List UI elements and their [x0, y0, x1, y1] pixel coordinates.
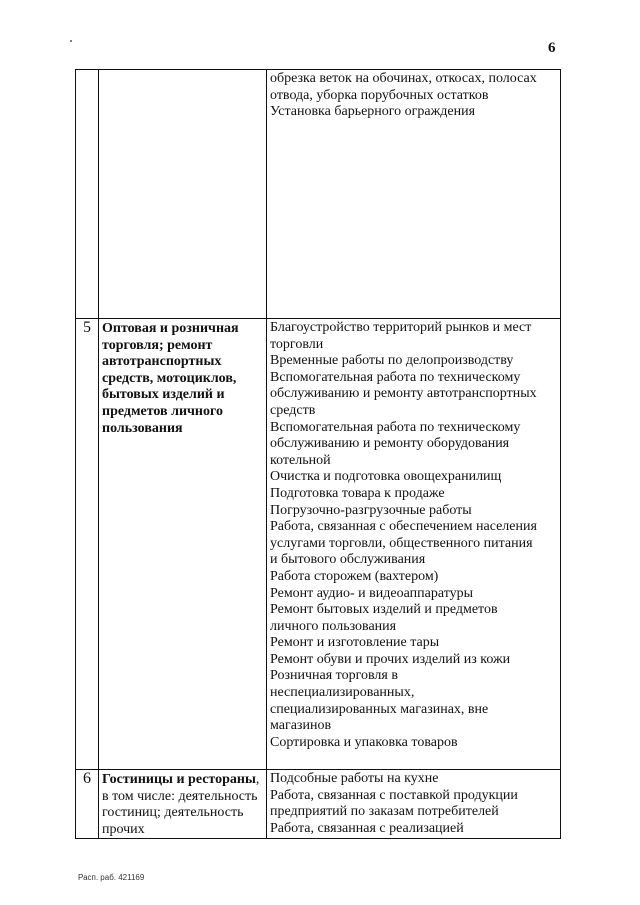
work-item: обслуживанию и ремонту оборудования — [270, 436, 510, 452]
activity-name — [99, 319, 267, 770]
activity-name — [99, 70, 267, 319]
activities-table — [75, 69, 561, 839]
works-list — [267, 770, 561, 839]
scan-speck — [70, 40, 72, 42]
work-item: Работа сторожем (вахтером) — [270, 568, 439, 584]
work-item: магазинов — [270, 718, 332, 734]
work-item: Погрузочно-разгрузочные работы — [270, 502, 472, 518]
work-item: Подсобные работы на кухне — [270, 771, 439, 786]
work-item: Временные работы по делопроизводству — [270, 353, 514, 369]
activity-name-rest: , в том числе: деятельность гостиниц; деятельность прочих — [102, 772, 260, 837]
work-item: Работа, связанная с реализацией — [270, 820, 464, 836]
work-item: Ремонт аудио- и видеоаппаратуры — [270, 585, 474, 601]
row-number — [76, 70, 99, 319]
works-list — [267, 319, 561, 770]
work-item: средств — [270, 402, 316, 418]
work-item: Ремонт бытовых изделий и предметов — [270, 602, 498, 618]
table-row — [76, 319, 561, 770]
table-row — [76, 70, 561, 319]
work-item: специализированных магазинах, вне — [270, 701, 489, 717]
page-number: 6 — [548, 40, 556, 56]
table-row — [76, 770, 561, 839]
activity-name-bold: Оптовая и розничная торговля; ремонт автотранспортных средств, мотоциклов, бытовых изделий и предметов личного пользования — [102, 321, 239, 436]
work-item: Работа, связанная с обеспечением населения — [270, 519, 537, 535]
work-item: котельной — [270, 452, 331, 468]
work-item: предприятий по заказам потребителей — [270, 804, 499, 820]
work-item: торговли — [270, 336, 324, 352]
work-item: Благоустройство территорий рынков и мест — [270, 320, 532, 335]
work-item: отвода, уборка порубочных остатков — [270, 87, 489, 103]
work-item: обрезка веток на обочинах, откосах, полосах — [270, 71, 537, 86]
row-number: 6 — [76, 770, 99, 839]
activity-name — [99, 770, 267, 839]
work-item: Вспомогательная работа по техническому — [270, 369, 521, 385]
row-number: 5 — [76, 319, 99, 770]
work-item: Вспомогательная работа по техническому — [270, 419, 521, 435]
work-item: Установка барьерного ограждения — [270, 104, 476, 120]
work-item: неспециализированных, — [270, 685, 415, 701]
work-item: услугами торговли, общественного питания — [270, 535, 533, 551]
works-list — [267, 70, 561, 319]
work-item: Работа, связанная с поставкой продукции — [270, 787, 518, 803]
work-item: Розничная торговля в — [270, 668, 398, 684]
work-item: Ремонт и изготовление тары — [270, 635, 440, 651]
work-item: Подготовка товара к продаже — [270, 485, 445, 501]
work-item: Ремонт обуви и прочих изделий из кожи — [270, 651, 511, 667]
work-item: Сортировка и упаковка товаров — [270, 734, 458, 750]
work-item: личного пользования — [270, 618, 397, 634]
work-item: обслуживанию и ремонту автотранспортных — [270, 386, 537, 402]
work-item: и бытового обслуживания — [270, 552, 426, 568]
work-item: Очистка и подготовка овощехранилищ — [270, 469, 502, 485]
footer-note: Расп. раб. 421169 — [78, 873, 145, 882]
activity-name-bold: Гостиницы и рестораны — [102, 772, 256, 787]
